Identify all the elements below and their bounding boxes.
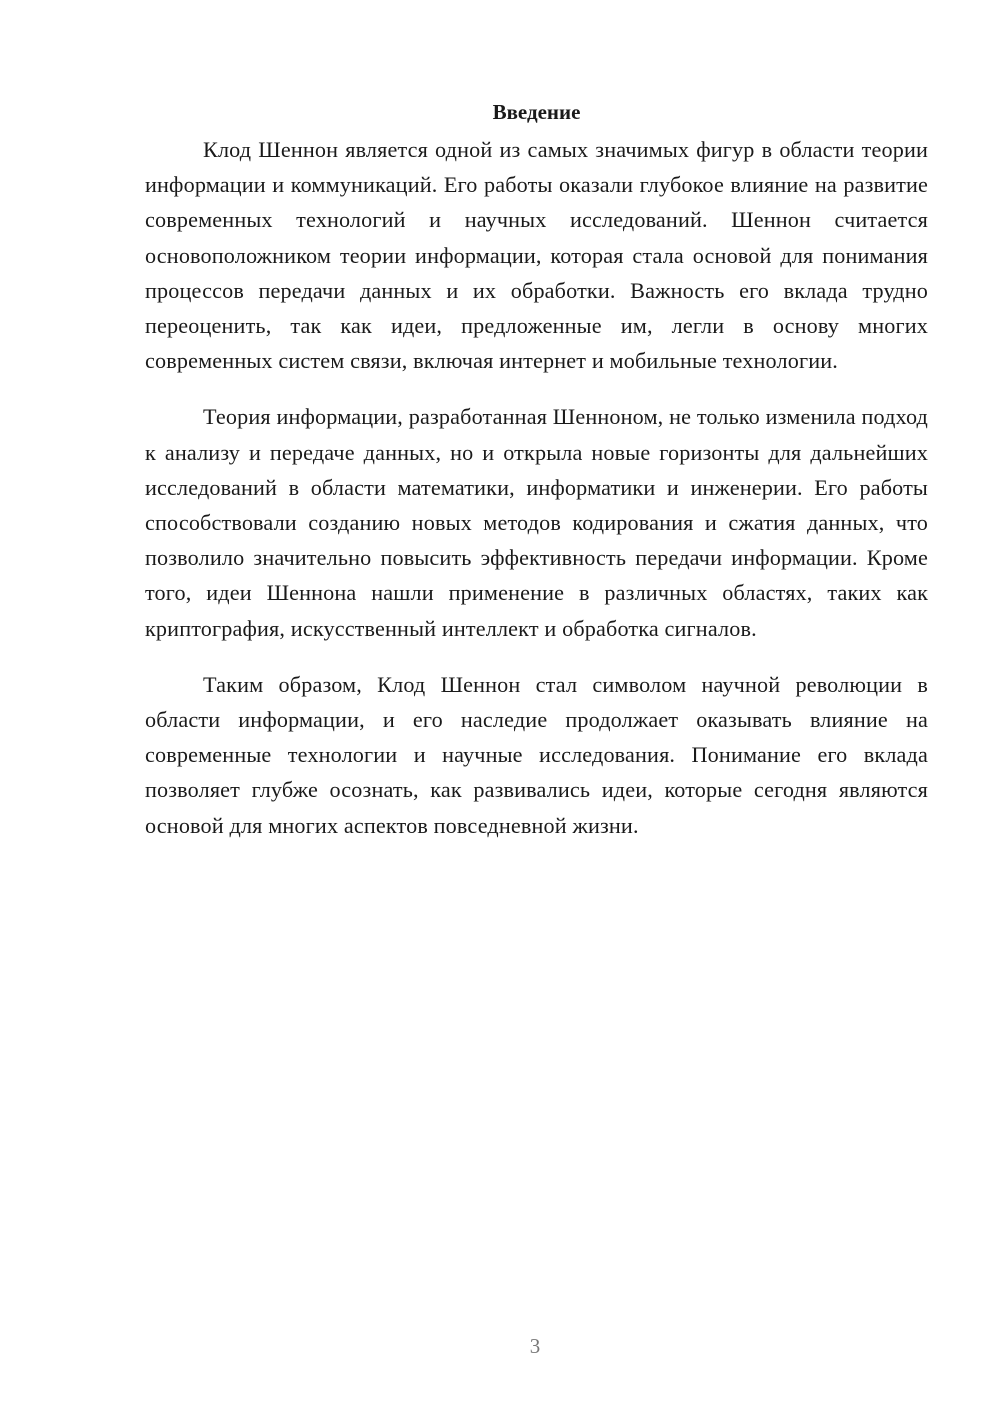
paragraph-1: Клод Шеннон является одной из самых значимых фигур в области теории информации и коммуникаций. Его работы оказали глубокое влияние на развитие современных технологий и научных исследований. Шеннон считается основоположником теории информации, которая стала основой для понимания процессов передачи данных и их обработки. Важность его вклада трудно переоценить, так как идеи, предложенные им, легли в основу многих современных систем связи, включая интернет и мобильные технологии. bbox=[145, 137, 928, 374]
page-number: 3 bbox=[529, 1334, 541, 1358]
section-heading: Введение bbox=[492, 100, 581, 124]
document-body bbox=[145, 98, 928, 864]
paragraph-3: Таким образом, Клод Шеннон стал символом научной революции в области информации, и его наследие продолжает оказывать влияние на современные технологии и научные исследования. Понимание его вклада позволяет глубже осознать, как развивались идеи, которые сегодня являются основой для многих аспектов повседневной жизни. bbox=[145, 671, 928, 838]
paragraph-2: Теория информации, разработанная Шенноном, не только изменила подход к анализу и передаче данных, но и открыла новые горизонты для дальнейших исследований в области математики, информатики и инженерии. Его работы способствовали созданию новых методов кодирования и сжатия данных, что позволило значительно повысить эффективность передачи информации. Кроме того, идеи Шеннона нашли применение в различных областях, таких как криптография, искусственный интеллект и обработка сигналов. bbox=[145, 404, 928, 641]
